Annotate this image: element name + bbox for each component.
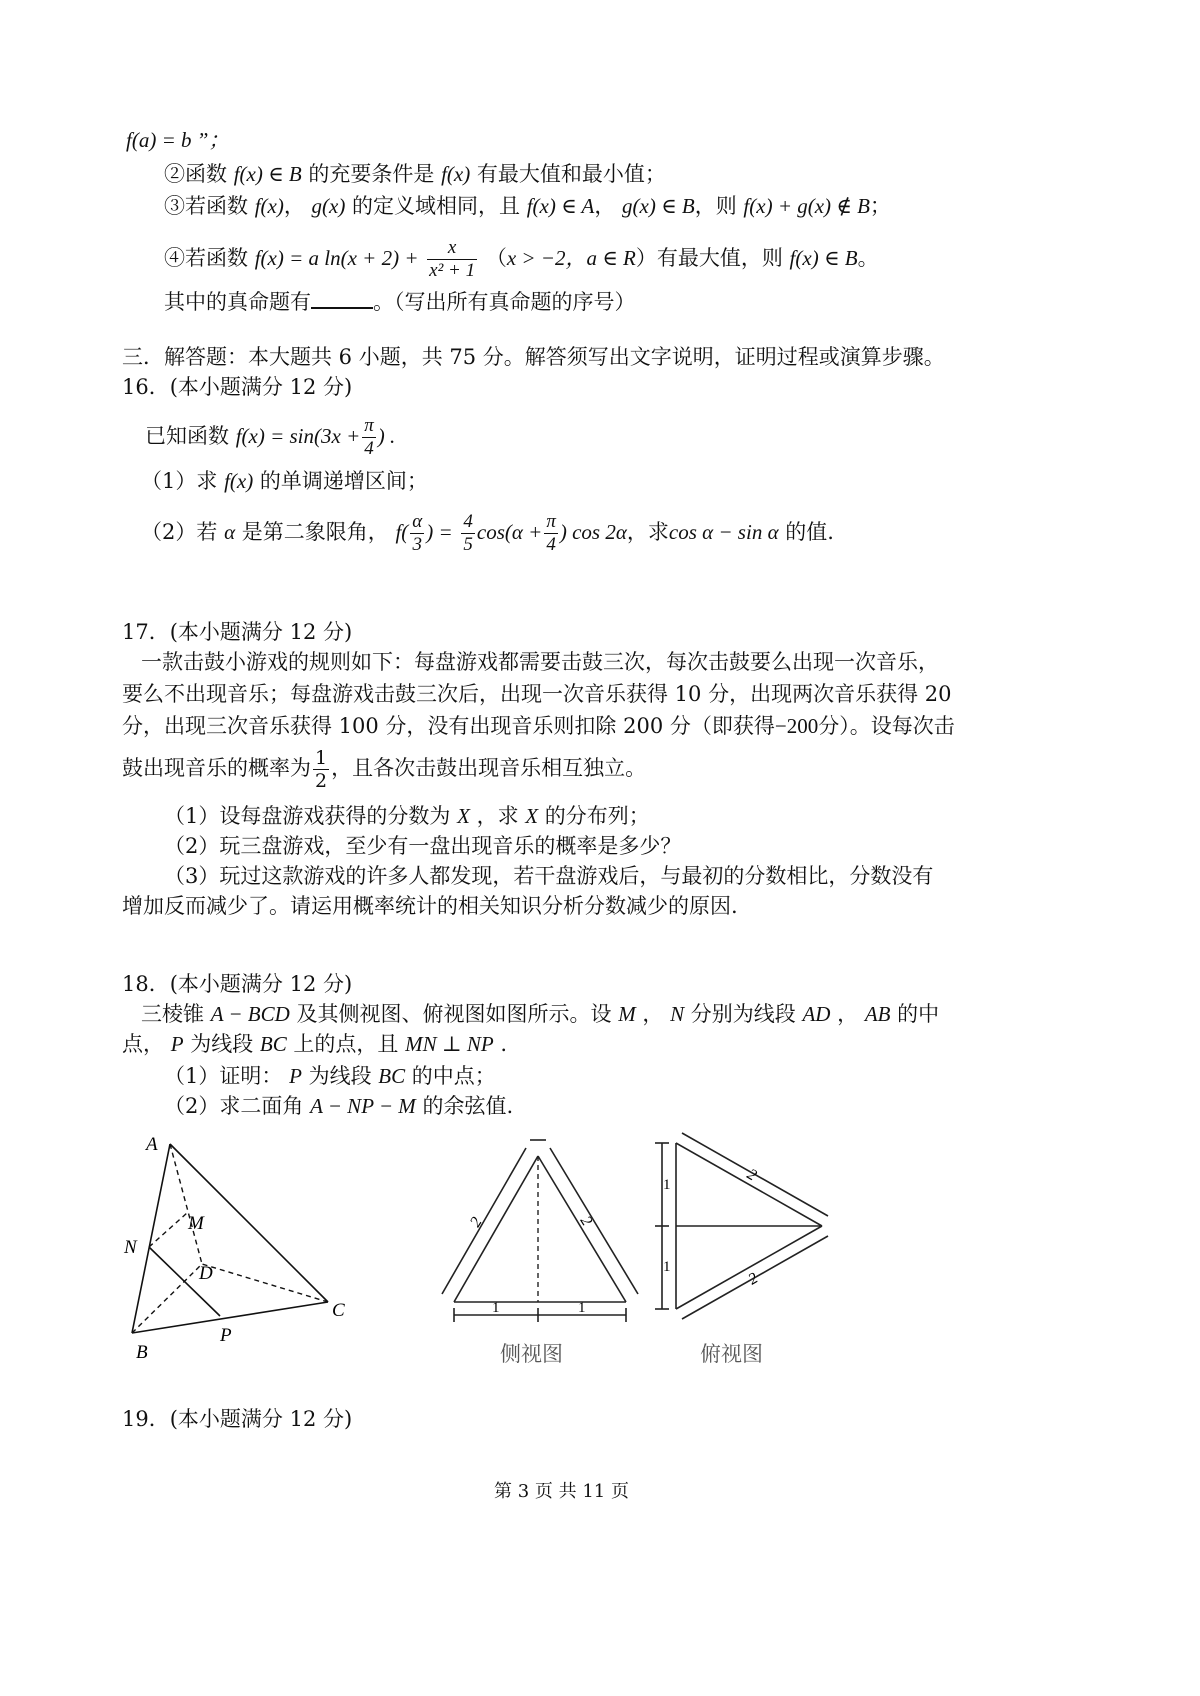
q18-header: 18．(本小题满分 12 分)	[122, 972, 353, 996]
q17-part-1: （1）设每盘游戏获得的分数为 X ，求 X 的分布列；	[164, 804, 650, 828]
q15-statement-2: ②函数 f(x) ∈ B 的充要条件是 f(x) 有最大值和最小值；	[164, 162, 666, 186]
q15-line-1	[126, 126, 229, 154]
edge-bd-hidden	[132, 1264, 202, 1333]
top-label-upper: 2	[744, 1165, 760, 1185]
top-label-side-upper: 1	[663, 1177, 671, 1193]
side-view-caption: 侧视图	[500, 1342, 563, 1366]
q15-answer-line: 其中的真命题有 。（写出所有真命题的序号）	[164, 287, 636, 316]
edge-ab	[132, 1144, 170, 1333]
side-label-base-right: 1	[578, 1300, 586, 1316]
q17-paragraph-line-1: 一款击鼓小游戏的规则如下：每盘游戏都需要击鼓三次，每次击鼓要么出现一次音乐，	[141, 650, 939, 674]
label-m: M	[188, 1213, 204, 1234]
top-upper-edge	[676, 1143, 822, 1226]
q16-part-1: （1）求 f(x) 的单调递增区间；	[141, 469, 428, 493]
page-footer: 第 3 页 共 11 页	[494, 1481, 629, 1502]
label-d: D	[199, 1263, 213, 1284]
q17-paragraph-line-4: 鼓出现音乐的概率为 $\frac{1}{2}$ ，且各次击鼓出现音乐相互独立。	[122, 747, 647, 792]
answer-blank	[311, 287, 373, 309]
q15-fraction: $\frac{x}{\text{x² + 1}}$	[429, 237, 476, 281]
top-label-side-lower: 1	[663, 1259, 671, 1275]
q16-fraction-pi4: $\frac{\pi}{4}$	[364, 415, 374, 459]
side-left-edge	[454, 1156, 538, 1302]
q18-part-2: （2）求二面角 A − NP − M 的余弦值.	[164, 1094, 514, 1118]
q19-header: 19．(本小题满分 12 分)	[122, 1407, 353, 1431]
top-lower-edge	[676, 1226, 822, 1309]
side-right-dim	[550, 1148, 638, 1294]
label-n: N	[124, 1237, 137, 1258]
edge-ad-hidden	[170, 1144, 202, 1264]
section-three-heading: 三．解答题：本大题共 6 小题，共 75 分。解答须写出文字说明，证明过程或演算步骤。	[122, 345, 945, 369]
q16-part-2: （2）若 α 是第二象限角， f( $\frac{\alpha}{3}$ ) = $\frac{4}{5}$ cos(α + $\frac{\pi}{4}$ ) cos 2α，求cos α − sin α 的值.	[141, 511, 834, 555]
q17-fraction-half: $\frac{1}{2}$	[315, 747, 328, 792]
q17-part-3: （3）玩过这款游戏的许多人都发现，若干盘游戏后，与最初的分数相比，分数没有	[164, 864, 934, 888]
q16-function-def: 已知函数 f(x) = sin(3x + $\frac{\pi}{4}$ ) .	[145, 415, 396, 459]
top-view-figure	[650, 1125, 850, 1375]
q15-statement-4: ④若函数 f(x) = a ln(x + 2) + $\frac{x}{\text{x² + 1}}$ （x > −2，a ∈ R）有最大值，则 f(x) ∈ B。	[164, 237, 879, 281]
label-p: P	[220, 1325, 232, 1346]
label-c: C	[332, 1300, 345, 1321]
q17-part-3-cont: 增加反而减少了。请运用概率统计的相关知识分析分数减少的原因.	[122, 894, 738, 918]
q15-statement-3: ③若函数 f(x)， g(x) 的定义域相同，且 f(x) ∈ A， g(x) ∈ B，则 f(x) + g(x) ∉ B；	[164, 194, 891, 218]
side-right-edge	[538, 1156, 626, 1302]
q17-part-2: （2）玩三盘游戏，至少有一盘出现音乐的概率是多少？	[164, 834, 682, 858]
side-label-left: 2	[466, 1214, 486, 1231]
top-label-lower: 2	[745, 1269, 761, 1289]
label-a: A	[146, 1134, 158, 1155]
q17-paragraph-line-2: 要么不出现音乐；每盘游戏击鼓三次后，出现一次音乐获得 10 分，出现两次音乐获得 20	[122, 682, 952, 706]
side-label-base-left: 1	[492, 1300, 500, 1316]
label-b: B	[136, 1342, 148, 1363]
q18-part-1: （1）证明： P 为线段 BC 的中点；	[164, 1064, 496, 1088]
side-left-dim	[442, 1148, 526, 1294]
top-view-caption: 俯视图	[700, 1342, 763, 1366]
side-view-figure	[430, 1128, 650, 1378]
q17-header: 17．(本小题满分 12 分)	[122, 620, 353, 644]
q15-condition-fab: f(a) = b ”；	[126, 128, 230, 152]
q18-paragraph-line-1: 三棱锥 A − BCD 及其侧视图、俯视图如图所示。设 M ， N 分别为线段 AD ， AB 的中	[141, 1002, 940, 1026]
q17-paragraph-line-3: 分，出现三次音乐获得 100 分，没有出现音乐则扣除 200 分（即获得−200分）。设每次击	[122, 714, 955, 738]
q16-header: 16．(本小题满分 12 分)	[122, 375, 353, 399]
q18-paragraph-line-2: 点， P 为线段 BC 上的点，且 MN ⊥ NP .	[122, 1032, 508, 1056]
side-label-right: 2	[576, 1213, 596, 1229]
pyramid-figure	[110, 1128, 370, 1368]
